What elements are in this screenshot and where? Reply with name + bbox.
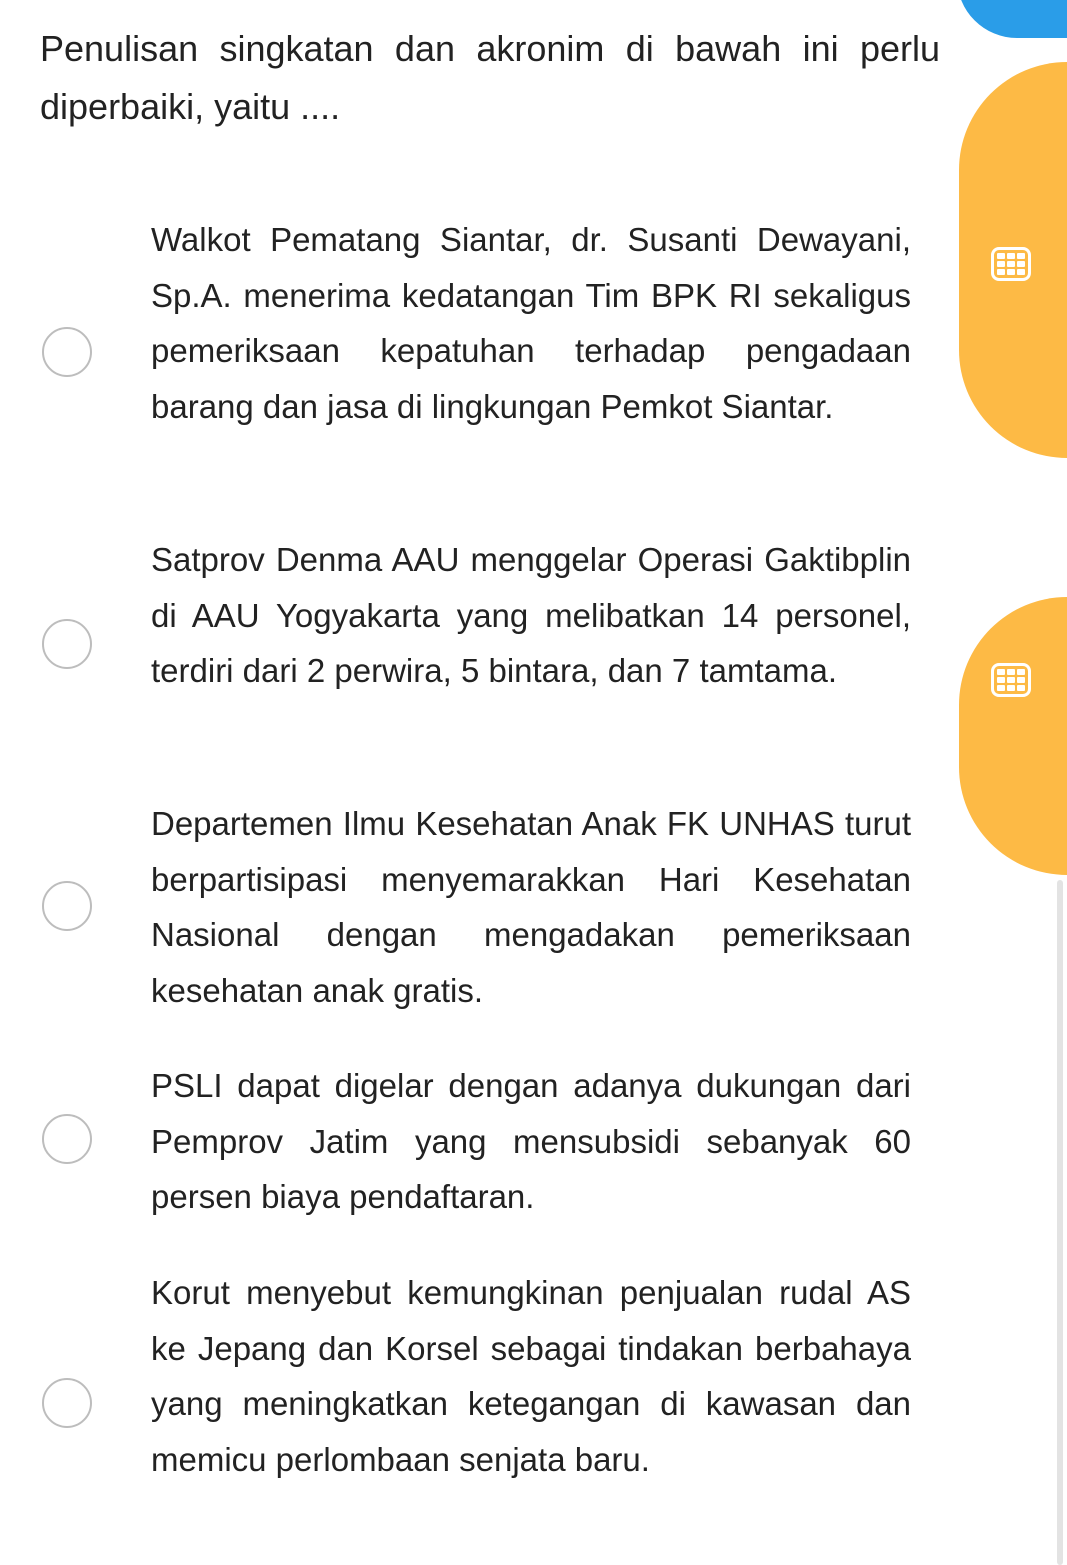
radio-circle-icon[interactable] xyxy=(42,881,92,931)
radio-circle-icon[interactable] xyxy=(42,619,92,669)
radio-circle-icon[interactable] xyxy=(42,1378,92,1428)
option-text: Departemen Ilmu Kesehatan Anak FK UNHAS turut berpartisipasi menyemarakkan Hari Kesehatan Nasional dengan mengadakan pemeriksaan kesehatan anak gratis. xyxy=(151,805,911,1009)
radio-circle-icon[interactable] xyxy=(42,1114,92,1164)
option-text: PSLI dapat digelar dengan adanya dukungan dari Pemprov Jatim yang mensubsidi sebanyak 60 persen biaya pendaftaran. xyxy=(151,1067,911,1215)
side-tab-2[interactable] xyxy=(959,597,1067,875)
side-tab-1[interactable] xyxy=(959,62,1067,458)
scrollbar[interactable] xyxy=(1057,880,1063,1565)
option-text: Walkot Pematang Siantar, dr. Susanti Dewayani, Sp.A. menerima kedatangan Tim BPK RI sekaligus pemeriksaan kepatuhan terhadap pengadaan barang dan jasa di lingkungan Pemkot Siantar. xyxy=(151,221,911,425)
radio-circle-icon[interactable] xyxy=(42,327,92,377)
top-tab[interactable] xyxy=(957,0,1067,38)
grid-icon xyxy=(991,663,1031,697)
option-text: Satprov Denma AAU menggelar Operasi Gaktibplin di AAU Yogyakarta yang melibatkan 14 personel, terdiri dari 2 perwira, 5 bintara, dan 7 tamtama. xyxy=(151,541,911,689)
question-text: Penulisan singkatan dan akronim di bawah ini perlu diperbaiki, yaitu .... xyxy=(40,28,940,127)
option-text: Korut menyebut kemungkinan penjualan rudal AS ke Jepang dan Korsel sebagai tindakan berbahaya yang meningkatkan ketegangan di kawasan dan memicu perlombaan senjata baru. xyxy=(151,1274,911,1478)
grid-icon xyxy=(991,247,1031,281)
